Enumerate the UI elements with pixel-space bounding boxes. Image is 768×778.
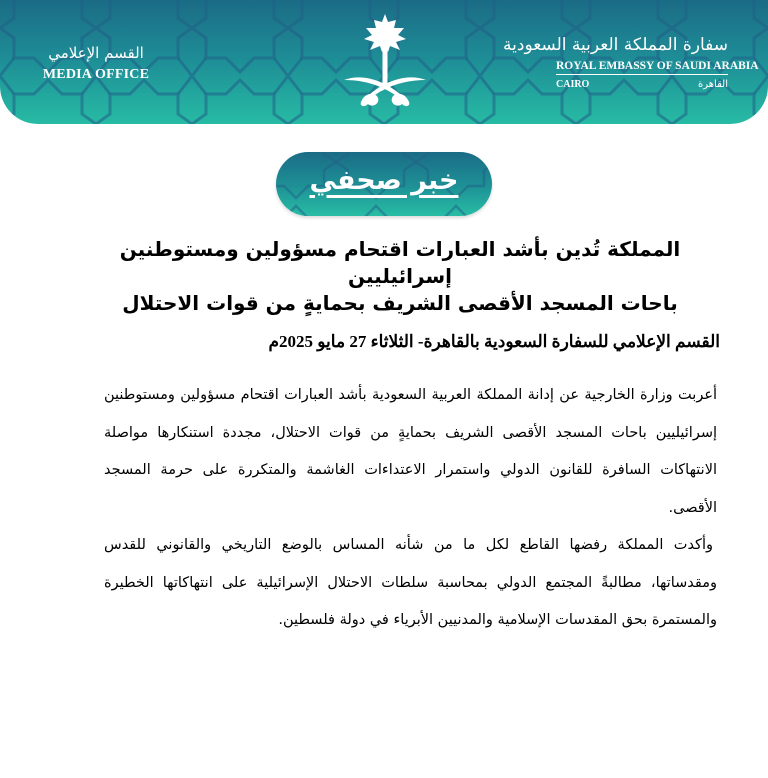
media-office-english: MEDIA OFFICE	[42, 67, 150, 82]
city-english: CAIRO	[556, 79, 590, 90]
headline-line-2: باحات المسجد الأقصى الشريف بحمايةٍ من قوات الاحتلال	[122, 291, 678, 315]
paragraph-2: وأكدت المملكة رفضها القاطع لكل ما من شأنه المساس بالوضع التاريخي والقانوني للقدس ومقدساتها، مطالبةً المجتمع الدولي بمحاسبة سلطات الاحتلال الإسرائيلية على انتهاكاتها الخطيرة والمستمرة بحق المقدسات الإسلامية والمدنيين الأبرياء في دولة فلسطين.	[104, 537, 717, 628]
embassy-english-name: ROYAL EMBASSY OF SAUDI ARABIA	[556, 59, 728, 75]
press-release-badge	[276, 152, 492, 216]
header-banner	[0, 0, 768, 124]
embassy-arabic-calligraphy: سفارة المملكة العربية السعودية	[503, 35, 728, 55]
media-office-logo	[38, 44, 154, 84]
article-body	[104, 377, 717, 640]
article-byline: القسم الإعلامي للسفارة السعودية بالقاهرة- الثلاثاء 27 مايو 2025م	[268, 332, 720, 351]
embassy-city-row	[556, 78, 728, 92]
paragraph-1: أعربت وزارة الخارجية عن إدانة المملكة العربية السعودية بأشد العبارات اقتحام مسؤولين ومستوطنين إسرائيليين باحات المسجد الأقصى الشريف بحمايةٍ من قوات الاحتلال، مجددة استنكارها مواصلة الانتهاكات السافرة للقانون الدولي واستمرار الاعتداءات الغاشمة والمتكررة على حرمة المسجد الأقصى.	[104, 387, 717, 516]
press-release-label: خبر صحفي	[309, 165, 459, 196]
embassy-logo	[503, 34, 759, 92]
city-arabic: القاهرة	[698, 79, 728, 90]
headline-line-1: المملكة تُدين بأشد العبارات اقتحام مسؤولين ومستوطنين إسرائيليين	[119, 237, 681, 288]
media-office-arabic: القسم الإعلامي	[48, 44, 144, 62]
article-headline	[80, 236, 720, 317]
saudi-emblem-palm-swords-icon	[340, 8, 430, 118]
